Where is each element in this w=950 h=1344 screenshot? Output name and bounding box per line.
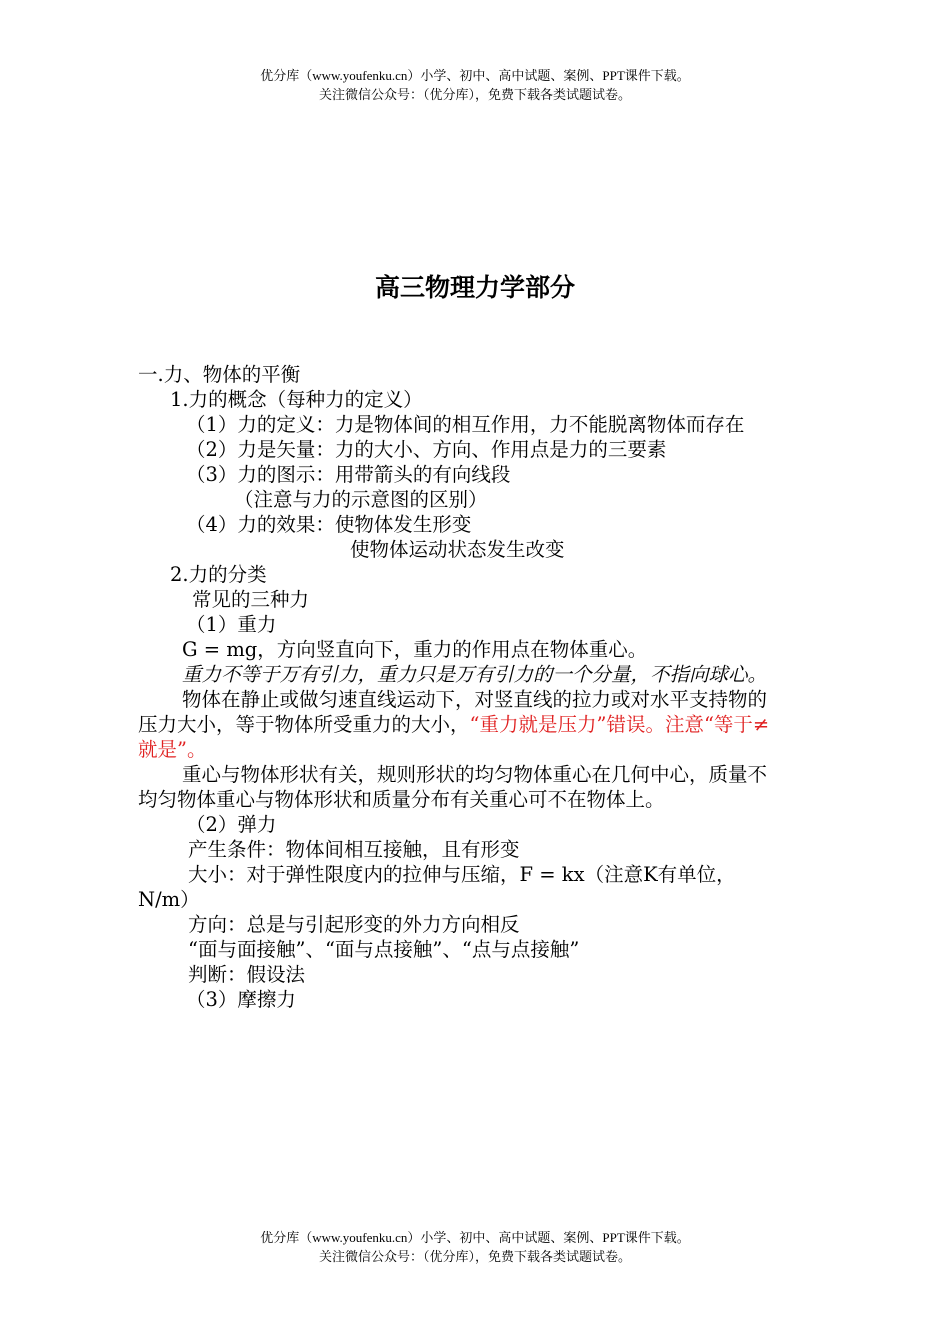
document-body (138, 362, 778, 1012)
elastic-direction: 方向：总是与引起形变的外力方向相反 (188, 913, 520, 936)
gravity-formula: G = mg，方向竖直向下，重力的作用点在物体重心。 (182, 638, 648, 661)
subsection-heading-concept: 1.力的概念（每种力的定义） (170, 388, 423, 411)
gravity-warning: “重力就是压力”错误。注意“等于≠就是”。 (138, 713, 770, 761)
gravity-heading: （1）重力 (186, 613, 277, 636)
elastic-magnitude: 大小：对于弹性限度内的拉伸与压缩，F = kx（注意K有单位，N/m） (138, 863, 736, 911)
paragraph-force-effect-2: 使物体运动状态发生改变 (350, 538, 565, 561)
header-line-1: 优分库（www.youfenku.cn）小学、初中、高中试题、案例、PPT课件下载。 (260, 68, 690, 83)
gravity-paragraph (138, 687, 778, 762)
footer-line-1: 优分库（www.youfenku.cn）小学、初中、高中试题、案例、PPT课件下载。 (260, 1230, 690, 1245)
page-footer (0, 1228, 950, 1266)
paragraph-force-vector: （2）力是矢量：力的大小、方向、作用点是力的三要素 (186, 438, 667, 461)
gravity-note-italic: 重力不等于万有引力，重力只是万有引力的一个分量，不指向球心。 (182, 663, 768, 686)
paragraph-force-effect: （4）力的效果：使物体发生形变 (186, 513, 472, 536)
elastic-judgment: 判断：假设法 (188, 963, 306, 986)
document-title: 高三物理力学部分 (374, 273, 575, 302)
page-header (0, 66, 950, 104)
footer-line-2: 关注微信公众号：（优分库），免费下载各类试题试卷。 (318, 1249, 631, 1264)
paragraph-diagram-note: （注意与力的示意图的区别） (234, 488, 488, 511)
paragraph-force-definition: （1）力的定义：力是物体间的相互作用，力不能脱离物体而存在 (186, 413, 745, 436)
center-of-gravity-paragraph: 重心与物体形状有关，规则形状的均匀物体重心在几何中心，质量不均匀物体重心与物体形状和质量分布有关重心可不在物体上。 (138, 763, 768, 811)
gravity-paragraph-text: 物体在静止或做匀速直线运动下，对竖直线的拉力或对水平支持物的压力大小，等于物体所受重力的大小， (138, 688, 768, 736)
paragraph-force-diagram: （3）力的图示：用带箭头的有向线段 (186, 463, 511, 486)
friction-heading: （3）摩擦力 (186, 988, 296, 1011)
elastic-contact-types: “面与面接触”、“面与点接触”、“点与点接触” (188, 938, 580, 961)
header-line-2: 关注微信公众号：（优分库），免费下载各类试题试卷。 (318, 87, 631, 102)
elastic-condition: 产生条件：物体间相互接触，且有形变 (188, 838, 520, 861)
section-heading: 一.力、物体的平衡 (138, 363, 301, 386)
elastic-heading: （2）弹力 (186, 813, 277, 836)
paragraph-common-forces: 常见的三种力 (192, 588, 310, 611)
subsection-heading-classification: 2.力的分类 (170, 563, 267, 586)
